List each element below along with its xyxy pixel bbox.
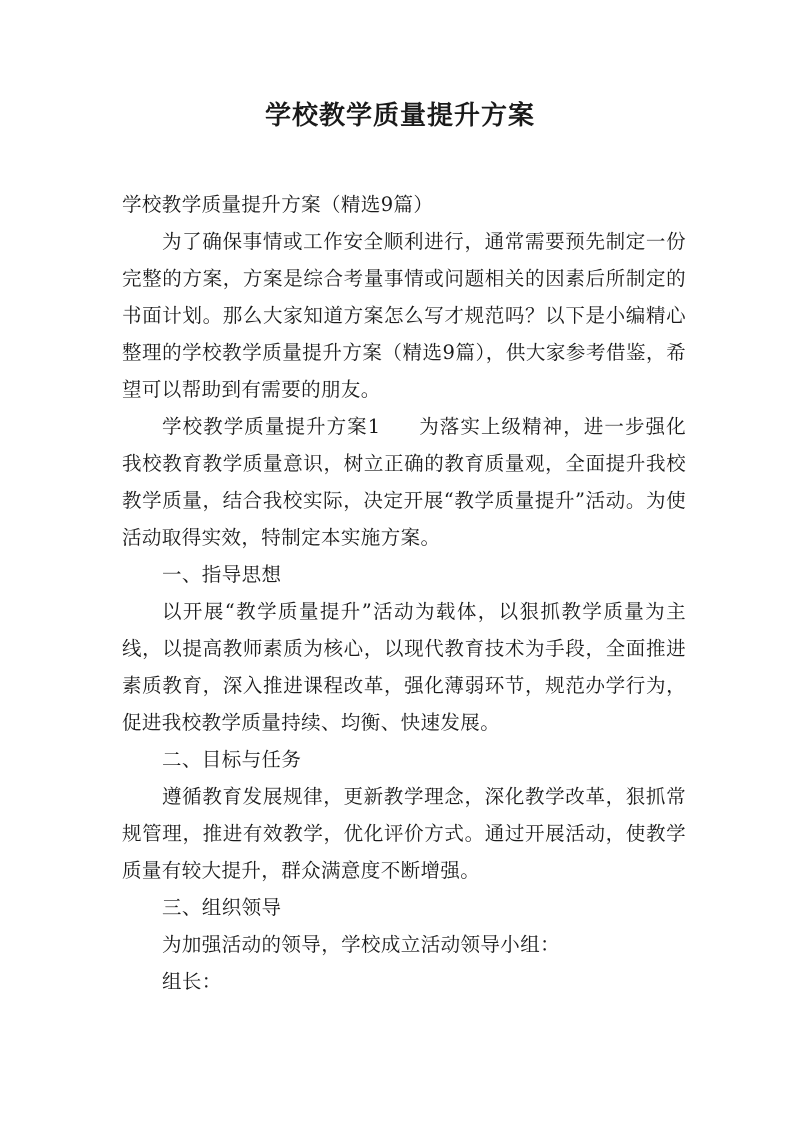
section-1-text: 为落实上级精神，进一步强化我校教育教学质量意识，树立正确的教育质量观，全面提升我校教学质量，结合我校实际，决定开展“教学质量提升”活动。为使活动取得实效，特制定本实施方案。	[122, 415, 686, 549]
heading-goals-tasks: 二、目标与任务	[162, 748, 302, 771]
paragraph-guiding-ideology: 以开展“教学质量提升”活动为载体，以狠抓教学质量为主线，以提高教师素质为核心，以现代教育技术为手段，全面推进素质教育，深入推进课程改革，强化薄弱环节，规范办学行为，促进我校教学质量持续、均衡、快速发展。	[122, 600, 686, 734]
document-subtitle: 学校教学质量提升方案（精选9篇）	[122, 193, 434, 216]
paragraph-organization: 为加强活动的领导，学校成立活动领导小组：	[162, 933, 561, 956]
intro-paragraph: 为了确保事情或工作安全顺利进行，通常需要预先制定一份完整的方案，方案是综合考量事情或问题相关的因素后所制定的书面计划。那么大家知道方案怎么写才规范吗？以下是小编精心整理的学校教学质量提升方案（精选9篇），供大家参考借鉴，希望可以帮助到有需要的朋友。	[122, 230, 686, 401]
section-1-paragraph	[122, 408, 686, 556]
section-1-heading: 学校教学质量提升方案1	[162, 415, 381, 438]
heading-organization: 三、组织领导	[162, 896, 282, 919]
document-title: 学校教学质量提升方案	[264, 101, 535, 131]
paragraph-group-leader: 组长：	[162, 970, 222, 993]
heading-guiding-ideology: 一、指导思想	[162, 563, 282, 586]
document-body	[122, 186, 686, 1000]
paragraph-goals-tasks: 遵循教育发展规律，更新教学理念，深化教学改革，狠抓常规管理，推进有效教学，优化评价方式。通过开展活动，使教学质量有较大提升，群众满意度不断增强。	[122, 785, 686, 882]
